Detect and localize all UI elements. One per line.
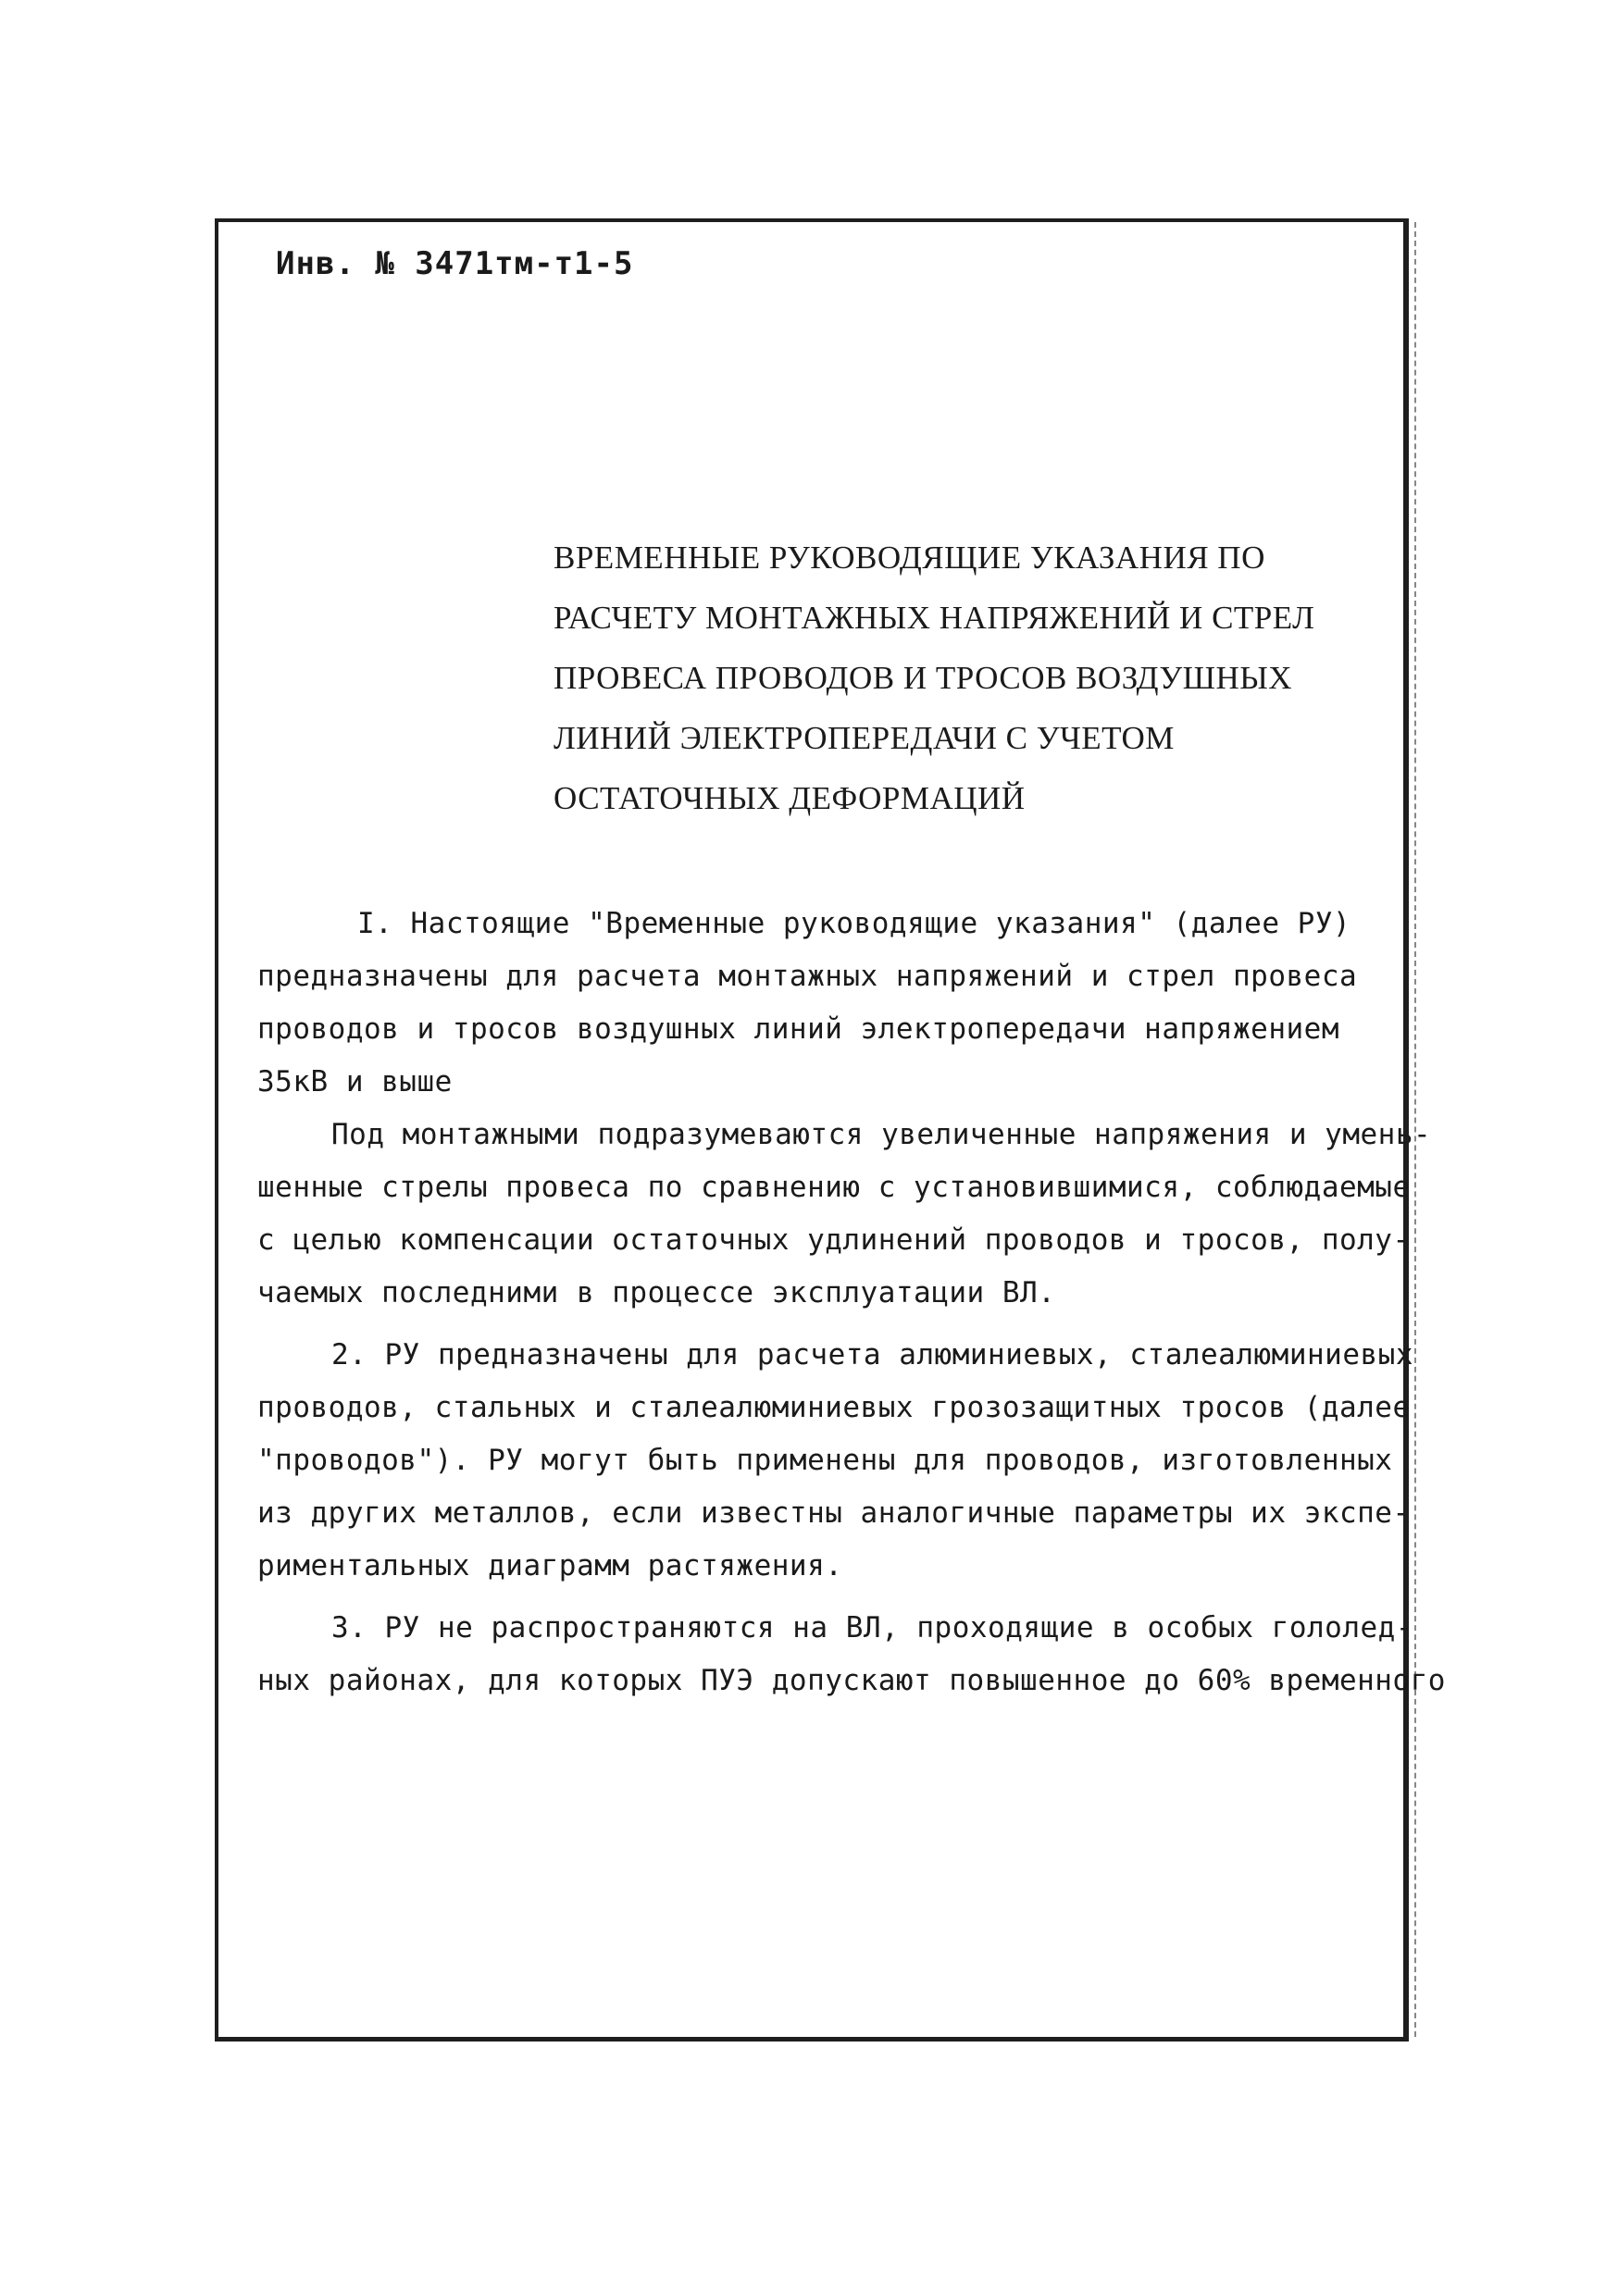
paragraph-2 <box>257 1329 1413 1593</box>
inventory-number: Инв. № 3471тм-т1-5 <box>276 245 634 282</box>
text-line: Под монтажными подразумеваются увеличенные напряжения и умень- <box>331 1118 1432 1151</box>
text-line: чаемых последними в процессе эксплуатации ВЛ. <box>257 1276 1056 1309</box>
text-line: 3. РУ не распространяются на ВЛ, проходящие в особых гололед- <box>331 1611 1413 1644</box>
text-line: риментальных диаграмм растяжения. <box>257 1549 843 1582</box>
document-title <box>554 527 1315 828</box>
title-line: РАСЧЕТУ МОНТАЖНЫХ НАПРЯЖЕНИЙ И СТРЕЛ <box>554 600 1315 636</box>
text-line: предназначены для расчета монтажных напряжений и стрел провеса <box>257 960 1358 993</box>
text-line: из других металлов, если известны аналогичные параметры их экспе- <box>257 1496 1411 1530</box>
text-line: с целью компенсации остаточных удлинений проводов и тросов, полу- <box>257 1223 1411 1257</box>
text-line: ных районах, для которых ПУЭ допускают повышенное до 60% временного <box>257 1664 1446 1697</box>
text-line: проводов, стальных и сталеалюминиевых грозозащитных тросов (далее <box>257 1391 1411 1424</box>
title-line: ВРЕМЕННЫЕ РУКОВОДЯЩИЕ УКАЗАНИЯ ПО <box>554 540 1265 576</box>
text-line: 35кВ и выше <box>257 1065 453 1098</box>
text-line: "проводов"). РУ могут быть применены для проводов, изготовленных <box>257 1444 1393 1477</box>
document-body <box>257 898 1446 1707</box>
text-line: 2. РУ предназначены для расчета алюминиевых, сталеалюминиевых <box>331 1338 1413 1371</box>
title-line: ОСТАТОЧНЫХ ДЕФОРМАЦИЙ <box>554 780 1026 816</box>
title-line: ПРОВЕСА ПРОВОДОВ И ТРОСОВ ВОЗДУШНЫХ <box>554 660 1293 696</box>
text-line: проводов и тросов воздушных линий электропередачи напряжением <box>257 1012 1339 1046</box>
title-line: ЛИНИЙ ЭЛЕКТРОПЕРЕДАЧИ С УЧЕТОМ <box>554 720 1175 756</box>
paragraph-3 <box>257 1602 1446 1707</box>
text-line: I. Настоящие "Временные руководящие указания" (далее РУ) <box>357 907 1351 940</box>
text-line: шенные стрелы провеса по сравнению с установившимися, соблюдаемые <box>257 1171 1411 1204</box>
paragraph-1b <box>257 1109 1432 1320</box>
paragraph-1 <box>257 898 1396 1109</box>
